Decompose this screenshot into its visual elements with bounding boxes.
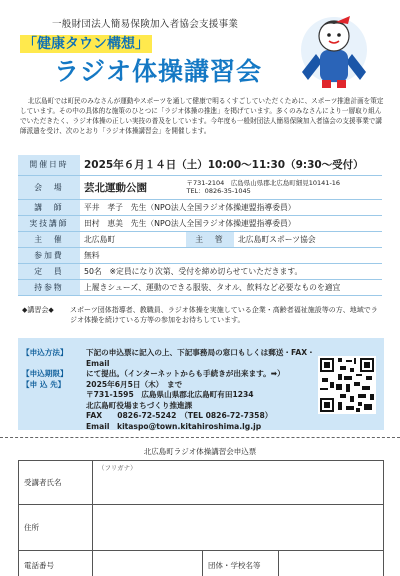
- assistant-lecturer-value: 田村 恵美 先生（NPO法人全国ラジオ体操連盟指導委員）: [80, 215, 382, 231]
- intro-paragraph: 北広島町では町民のみなさんが運動やスポーツを通して健康で明るくすごしていただくために、スポーツ推進計画を策定しています。その中の具体的な施策のひとつに「ラジオ体操の推進」を掲げています。多くのみなさんにより一層取り組んでいただきたく、ラジオ体操の正しい実技の普及をしています。今年度も一般財団法人簡易保険加入者協会の支援事業で講師派遣を受け、次のとおり「ラジオ体操講習会」を開催します。: [20, 97, 384, 135]
- application-labels: [22, 348, 68, 390]
- date-value: 2025年６月１４日（土）10:00～11:30（9:30～受付）: [80, 155, 382, 175]
- cohost-value: 北広島町スポーツ協会: [234, 231, 382, 247]
- lecture-text: スポーツ団体指導者、教職員、ラジオ体操を実施している企業・高齢者福祉施設等の方、地域でラジオ体操を続けている方等の参加をお待ちしています。: [70, 306, 378, 324]
- mascot-illustration: [292, 10, 372, 94]
- method-text-1: 下記の申込票に記入の上、下記事務局の窓口もしくは郵送・FAX・Email: [86, 348, 315, 368]
- destination-fax: FAX 0826-72-5242 （TEL 0826-72-7358）: [86, 411, 273, 420]
- lecturer-value: 平井 孝子 先生（NPO法人全国ラジオ体操連盟指導委員）: [80, 199, 382, 215]
- date-label: 開催日時: [18, 155, 80, 175]
- name-field-label: 受講者氏名: [19, 461, 93, 505]
- qr-code[interactable]: [318, 356, 376, 414]
- venue-address-block: [186, 179, 340, 195]
- cohost-label: 主 管: [186, 231, 234, 247]
- phone-field-label: 電話番号: [19, 551, 93, 576]
- event-info-table: [18, 155, 382, 296]
- venue-address: 〒731-2104 広島県山県郡北広島町細見10141-16: [186, 179, 341, 187]
- deadline-label: 【申込期限】: [22, 369, 68, 378]
- host-value: 北広島町: [80, 231, 186, 247]
- sponsor-line: 一般財団法人簡易保険加入者協会支援事業: [52, 19, 239, 30]
- venue-cell: [80, 175, 382, 199]
- venue-name: 芸北運動公園: [84, 181, 147, 194]
- method-text-2: にて提出。（インターネットからも手続きが出来ます。➡）: [86, 369, 285, 378]
- address-field-label: 住所: [19, 505, 93, 551]
- deadline-value: 2025年6月5日（木） まで: [86, 379, 183, 389]
- form-title: 北広島町ラジオ体操講習会申込票: [143, 447, 257, 456]
- organization-field-label: 団体・学校名等: [203, 551, 279, 576]
- venue-phone: TEL：0826-35-1045: [186, 187, 251, 195]
- capacity-label: 定 員: [18, 263, 80, 279]
- items-label: 持参物: [18, 279, 80, 295]
- name-field[interactable]: [93, 461, 384, 505]
- application-content: [86, 348, 316, 432]
- method-label: 【申込方法】: [22, 348, 68, 357]
- items-value: 上履きシューズ、運動のできる服装、タオル、飲料など必要なものを適宜: [80, 279, 382, 295]
- organization-field[interactable]: [279, 551, 384, 576]
- destination-address: 〒731-1595 広島県山県郡北広島町有田1234: [86, 390, 254, 399]
- lecture-label: ◆講習会◆: [22, 306, 54, 314]
- capacity-value: 50名 ※定員になり次第、受付を締め切らせていただきます。: [80, 263, 382, 279]
- address-field[interactable]: [93, 505, 384, 551]
- destination-org: 北広島町役場まちづくり推進課: [86, 400, 193, 410]
- venue-label: 会 場: [18, 175, 80, 199]
- fee-label: 参加費: [18, 247, 80, 263]
- host-label: 主 催: [18, 231, 80, 247]
- destination-label: 【申 込 先】: [22, 379, 66, 389]
- lecture-note: [22, 305, 382, 325]
- lecturer-label: 講 師: [18, 199, 80, 215]
- project-title: 「健康タウン構想」: [20, 35, 152, 53]
- assistant-lecturer-label: 実技講師: [18, 215, 80, 231]
- cut-line: [0, 437, 400, 438]
- destination-email[interactable]: Email kitaspo@town.kitahiroshima.lg.jp: [86, 421, 262, 431]
- fee-value: 無料: [80, 247, 382, 263]
- page-title: ラジオ体操講習会: [54, 57, 263, 86]
- furigana-hint: （フリガナ）: [98, 464, 137, 472]
- application-form: [18, 460, 384, 576]
- phone-field[interactable]: [93, 551, 203, 576]
- application-box: [18, 338, 384, 430]
